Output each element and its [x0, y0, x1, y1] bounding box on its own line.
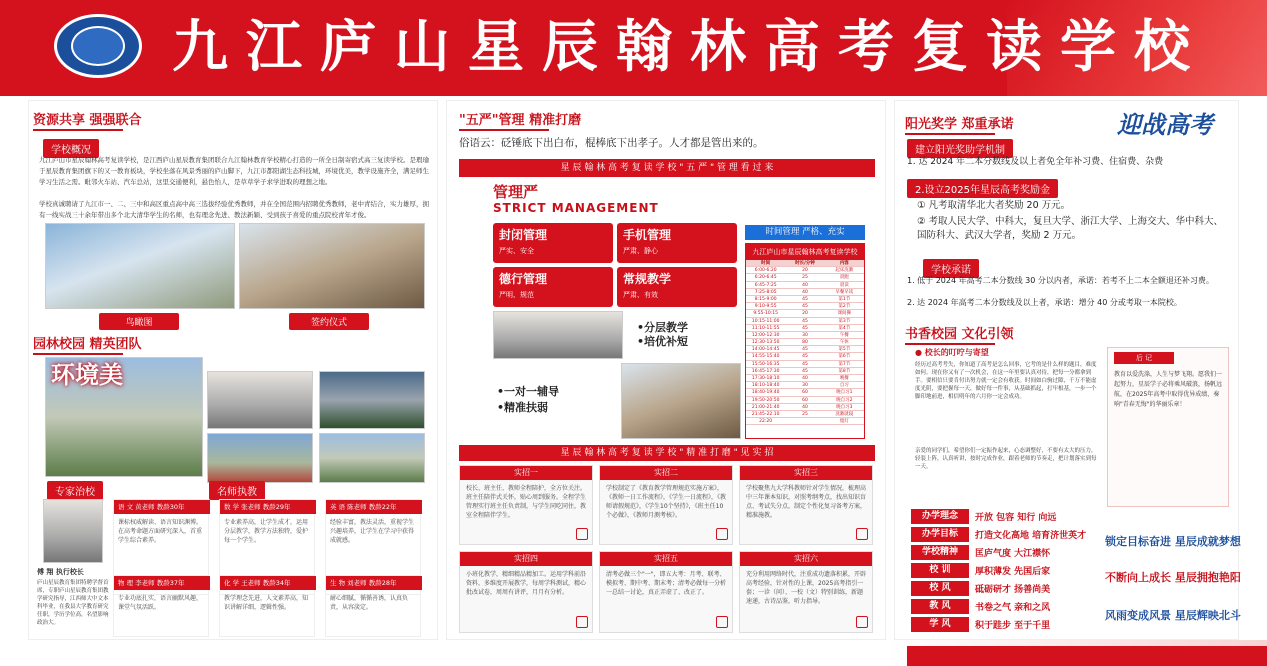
- timetable-body: [746, 260, 864, 425]
- teacher-body: 经验丰富，教法灵活，重视学生兴趣培养，让学生在学习中获得成就感。: [330, 519, 415, 544]
- postscript-box: [1107, 347, 1229, 507]
- motto-key: 校 风: [911, 581, 969, 596]
- timetable-cell: 45: [802, 325, 808, 331]
- time-banner: 时间管理 严格、充实: [745, 225, 865, 240]
- slogan-1: 锁定目标奋进 星辰成就梦想: [1105, 535, 1241, 548]
- timetable-cell: 第4节: [838, 325, 851, 331]
- tile-sub: 严肃、静心: [623, 247, 658, 255]
- right-section1-title: 阳光奖学 郑重承诺: [905, 113, 1014, 132]
- logo-inner: [71, 26, 125, 66]
- left-section2-title: 园林校园 精英团队: [33, 333, 142, 352]
- letter-body: 经历过高考考失，你知道了高考是怎么回事，它考的是什么样的题目，难度如何。现在你又有了一次机会，在这一年里要认真对待，把每一分都拿到手。要相信只要肯付出努力就一定会有收获。时间如白驹过隙，千万不能虚度光阴，要把握每一天，做好每一件事，从基础抓起，打牢根基，一步一个脚印地前进，相信明年的六月你一定会成功。: [915, 362, 1097, 400]
- teacher-card-6: [325, 575, 421, 637]
- tile-conduct-management: [493, 267, 613, 307]
- teacher-card-4: [113, 575, 209, 637]
- timetable-row: [746, 339, 864, 346]
- promise-1: 1. 低于 2024 年高考二本分数线 30 分以内者，承诺：若考不上二本全额退还补习费。: [907, 276, 1214, 285]
- timetable-row: [746, 303, 864, 310]
- timetable-cell: 18:40-19:40: [751, 390, 780, 396]
- tile-title: 手机管理: [623, 228, 672, 242]
- promise-2: 2. 达 2024 年高考二本分数线及以上者，承诺：增分 40 分或考取一本院校。: [907, 298, 1182, 307]
- teacher-head: 生 物 刘老师 教龄28年: [326, 576, 422, 590]
- timetable-cell: 12:30-13:50: [751, 340, 780, 346]
- timetable-cell: 45: [802, 304, 808, 310]
- timetable-header-row: [746, 260, 864, 267]
- measure-body: 小班化教学，精细精品精加工。运用学科前沿资料，多维度开展教学，每周学科测试，精心批改试卷，周周有讲评，月月有分析。: [466, 571, 587, 596]
- timetable-cell: 课间操: [837, 311, 852, 317]
- timetable-cell: 10:15-11:00: [751, 318, 780, 324]
- measure-title: 实招二: [600, 466, 732, 480]
- timetable-cell: 时间: [761, 261, 771, 266]
- timetable-cell: 80: [802, 340, 808, 346]
- timetable-cell: 6:00-6:20: [754, 268, 777, 274]
- measure-title: 实招一: [460, 466, 592, 480]
- timetable-cell: 25: [802, 275, 808, 281]
- timetable-cell: 22:20: [759, 419, 773, 425]
- timetable-cell: 45: [802, 354, 808, 360]
- teacher-body: 教学理念先进，人文素养高，知识讲解详细，逻辑性强。: [224, 595, 309, 611]
- timetable-cell: 18:10-18:40: [751, 383, 780, 389]
- strict-title-en: STRICT MANAGEMENT: [493, 201, 659, 215]
- environment-banner: 环境美: [51, 360, 123, 389]
- timetable-row: [746, 389, 864, 396]
- timetable-cell: 30: [802, 383, 808, 389]
- motto-value: 开放 包容 知行 向远: [975, 513, 1057, 523]
- timetable-cell: 第6节: [838, 354, 851, 360]
- classroom-photo-1: [493, 311, 623, 359]
- motto-key: 学 风: [911, 617, 969, 632]
- award-2: ② 考取人民大学、中科大，复旦大学、浙江大学、上海交大、华中科大、国防科大、武汉大学者，奖励 2 万元。: [917, 216, 1224, 241]
- motto-key: 办学目标: [911, 527, 969, 542]
- footer-red-strip: [907, 646, 1267, 666]
- strict-title-cn: 管理严: [493, 183, 539, 201]
- timetable-cell: 45: [802, 368, 808, 374]
- timetable-cell: [785, 418, 824, 424]
- timetable-row: [746, 346, 864, 353]
- motto-row-5: [911, 581, 1050, 596]
- doc-icon: [716, 616, 728, 628]
- school-intro: 九江庐山市星辰翰林高考复读学校，是江西庐山星辰教育集团联合九江翰林教育学校精心打造的一所全日制寄宿式高三复读学校。是瑕瑜于星辰教育集团旗下的又一教育板块，学校坐落在风景秀丽的庐山脚下，九江市都阳湖生态科技城，环境优美，教学设施齐全，满足师生学习生活之需。毗邻火车站、汽车总站，这里交通便利，悬色怡人，是草草学子求学进取的理想之地。: [39, 156, 429, 186]
- measure-body: 充分利用网络时代，注重成功遗落积累，开辟高考经验，针对性的上课，2025高考指引一套；一诊（问）、一校（文）特别训练，新题速递，古诗品鉴，听力指导。: [746, 571, 867, 605]
- timetable-cell: 19:50-20:50: [751, 397, 780, 403]
- timetable-title: 九江庐山市星辰翰林高考复读学校: [746, 244, 864, 260]
- timetable-row: [746, 397, 864, 404]
- tile-sub: 严明、规范: [499, 291, 534, 299]
- timetable-row: [746, 274, 864, 281]
- school-intro-2: 学校真诚聘请了九江市一、二、三中和高区重点高中高三选拔经验优秀教师，并在全国范围内招聘优秀教师，老中青结合，实力雄厚，拥有一线实战三十余年带出多个北大清华学生的名师，也有理念先进、教法新颖、受到孩子喜爱的重点院校青年才俊。: [39, 200, 429, 219]
- timetable-cell: 自习: [839, 383, 849, 389]
- expert-tag: 专家治校: [47, 481, 103, 500]
- timetable-cell: 60: [802, 390, 808, 396]
- teacher-body: 专业功底扎实，语言幽默风趣，课堂气氛活跃。: [118, 595, 203, 611]
- motto-row-3: [911, 545, 1050, 560]
- page-title: 九江庐山星辰翰林高考复读学校: [172, 14, 1208, 80]
- timetable-cell: 起床洗漱: [835, 268, 854, 274]
- letter-body-2: 亲爱的同学们，希望你们一定振作起来，心态调整好，不要有太大的压力，轻装上阵，认真听讲，按时完成作业，跟着老师的节奏走，把计划落实到每一天。: [915, 448, 1097, 470]
- bullet-layered: •分层教学: [637, 321, 689, 334]
- promise-tag: 学校承诺: [923, 259, 979, 278]
- signing-photo: [239, 223, 425, 309]
- tile-sub: 严实、安全: [499, 247, 534, 255]
- tile-title: 德行管理: [499, 272, 548, 286]
- scholarship-tag: 建立阳光奖助学机制: [907, 139, 1013, 158]
- timetable-cell: 午休: [839, 340, 849, 346]
- timetable-cell: 晚自习1: [836, 390, 853, 396]
- bullet-support: •精准扶弱: [497, 401, 549, 414]
- timetable-row: [746, 310, 864, 317]
- teacher-head: 物 理 李老师 教龄37年: [114, 576, 210, 590]
- timetable-row: [746, 361, 864, 368]
- timetable-cell: 第7节: [838, 361, 851, 367]
- measure-card-6: [739, 551, 873, 633]
- timetable-cell: 早餐早读: [835, 289, 854, 295]
- teacher-head: 英 语 陈老师 教龄22年: [326, 500, 422, 514]
- timetable-row: [746, 418, 864, 425]
- doc-icon: [856, 528, 868, 540]
- measure-body: 学校制定了《教育教学管理规范实施方案》，《教师一日工作流程》，《学生一日流程》，《教师请假规范》，《学生10个坚持》，《班主任10个必做》，《教师月测考核》。: [606, 485, 727, 519]
- timetable-cell: 14:55-15:40: [751, 354, 780, 360]
- tile-title: 封闭管理: [499, 228, 548, 242]
- teacher-body: 课标权威解读、语言知识渊博。在高考命题方面研究深入，首重学生综合素养。: [118, 519, 203, 544]
- timetable-cell: 第3节: [838, 318, 851, 324]
- teacher-head: 语 文 黄老师 教龄30年: [114, 500, 210, 514]
- timetable-cell: 45: [802, 361, 808, 367]
- bullet-enhance: •培优补短: [637, 335, 689, 348]
- award-tag: 2.设立2025年星辰高考奖励金: [907, 179, 1058, 198]
- measure-card-2: [599, 465, 733, 545]
- tile-title: 常规教学: [623, 272, 672, 286]
- motto-row-4: [911, 563, 1050, 578]
- middle-section-title: "五严"管理 精准打磨: [459, 109, 581, 128]
- measure-body: 清考必做三个"一"，即五大考：月考、联考、模拟考、期中考、期末考；清考必做每一分析一总结一讨论，真正弄虚了、改正了。: [606, 571, 727, 596]
- timetable-row: [746, 325, 864, 332]
- right-panel: [894, 100, 1239, 640]
- timetable-row: [746, 353, 864, 360]
- timetable-cell: 16:45-17:30: [751, 368, 780, 374]
- doc-icon: [856, 616, 868, 628]
- timetable-cell: 9:10-9:55: [754, 304, 777, 310]
- tile-sub: 严肃、有效: [623, 291, 658, 299]
- principal-photo: [43, 499, 103, 563]
- signing-caption: 签约仪式: [289, 313, 369, 330]
- teacher-head: 化 学 王老师 教龄34年: [220, 576, 316, 590]
- timetable-cell: 洗漱就寝: [835, 411, 854, 417]
- timetable-cell: 6:20-6:45: [754, 275, 777, 281]
- school-logo: [54, 14, 142, 78]
- motto-row-2: [911, 527, 1086, 542]
- timetable-cell: 45: [802, 347, 808, 353]
- bullet-one-on-one: •一对一辅导: [497, 385, 560, 398]
- motto-value: 匡庐气度 大江襟怀: [975, 549, 1051, 559]
- motto-value: 积于跬步 至于千里: [975, 621, 1051, 631]
- aerial-photo: [45, 223, 235, 309]
- principal-bio: 庐山星辰教育集团特聘学督首席，专职庐山星辰教育集团教学研究指导，江西师大中文本科毕业，在我县大学教育研究任职，学历学位高，名望影响政治大。: [37, 580, 109, 626]
- timetable-cell: 21:45-22:10: [751, 411, 780, 417]
- timetable-row: [746, 282, 864, 289]
- measure-body: 学校聚焦九大学科教师针对学生情况，梳理高中三年课本知识，对照考纲考点，找出知识盲点、考试失分点，制定个性化复习备考方案，精准施教。: [746, 485, 867, 519]
- timetable-cell: 第1节: [838, 296, 851, 302]
- timetable-cell: 午餐: [839, 332, 849, 338]
- slogan-2: 不断向上成长 星辰拥抱艳阳: [1105, 571, 1241, 584]
- timetable-cell: 晚餐: [839, 376, 849, 381]
- five-strict-banner: 星 辰 翰 林 高 考 复 读 学 校 " 五 严 " 管 理 看 过 来: [459, 159, 875, 177]
- principal-name: 傅 翔 执行校长: [37, 568, 84, 576]
- timetable-row: [746, 375, 864, 382]
- timetable-cell: 第2节: [838, 304, 851, 310]
- timetable-cell: 20: [802, 311, 808, 317]
- timetable-cell: 45: [802, 296, 808, 302]
- motto-row-6: [911, 599, 1050, 614]
- scholarship-item: 1. 达 2024 年二本分数线及以上者免全年补习费、住宿费、杂费: [907, 157, 1164, 167]
- award-1: ① 凡考取清华北大者奖励 20 万元。: [917, 200, 1071, 211]
- tile-routine-teaching: [617, 267, 737, 307]
- timetable-cell: 30: [802, 332, 808, 338]
- timetable-row: [746, 332, 864, 339]
- timetable-cell: 12:00-12:30: [751, 332, 780, 338]
- measure-body: 校长、班主任、教师全程陪护，全方位关注。班主任陪伴式关怀，贴心周到服务。全程学生管理实行班主任负责制，与学生同吃同住，教室全程陪伴学生。: [466, 485, 587, 519]
- motto-key: 教 风: [911, 599, 969, 614]
- timetable-cell: 第8节: [838, 368, 851, 374]
- timetable-cell: 17:30-18:10: [751, 376, 780, 381]
- timetable-cell: 60: [802, 397, 808, 403]
- timetable-cell: 45: [802, 318, 808, 324]
- timetable-cell: 熄灯: [839, 419, 849, 425]
- postscript-title: 后 记: [1114, 352, 1174, 364]
- timetable-cell: 7:25-8:05: [754, 289, 777, 295]
- timetable-row: [746, 289, 864, 296]
- timetable-cell: 21:00-21:40: [751, 404, 780, 410]
- motto-value: 厚积薄发 先国后家: [975, 567, 1051, 577]
- timetable-row: [746, 382, 864, 389]
- slogan-3: 风雨变成风景 星辰辉映北斗: [1105, 609, 1241, 622]
- timetable-cell: 40: [802, 282, 808, 288]
- timetable: [745, 243, 865, 439]
- motto-key: 学校精神: [911, 545, 969, 560]
- slogan-art: 迎战高考: [1117, 110, 1213, 139]
- header-band: [0, 0, 1267, 96]
- timetable-cell: 8:15-9:00: [754, 296, 777, 302]
- timetable-cell: 第5节: [838, 347, 851, 353]
- campus-photo-3: [319, 371, 425, 429]
- letter-title: ● 校长的叮咛与寄望: [915, 348, 989, 357]
- timetable-row: [746, 267, 864, 274]
- measure-card-5: [599, 551, 733, 633]
- teacher-card-5: [219, 575, 315, 637]
- postscript-body: 教育以爱洗涤，人生与梦飞翔。愿我们一起努力，星辰学子必将乘风破浪，扬帆远航，在2025年高考中取得优异成绩，奏响"青春无悔"的华丽乐章！: [1114, 371, 1223, 408]
- timetable-cell: 晨读: [839, 282, 849, 288]
- campus-photo-4: [207, 433, 313, 483]
- timetable-cell: 25: [802, 411, 808, 417]
- motto-row-1: [911, 509, 1056, 524]
- measure-title: 实招五: [600, 552, 732, 566]
- aerial-caption: 鸟瞰图: [99, 313, 179, 330]
- measure-card-3: [739, 465, 873, 545]
- motto-value: 打造文化高地 培育济世英才: [975, 531, 1087, 541]
- teachers-tag: 名师执教: [209, 481, 265, 500]
- campus-photo-2: [207, 371, 313, 429]
- motto-key: 校 训: [911, 563, 969, 578]
- timetable-cell: 14:00-14:45: [751, 347, 780, 353]
- timetable-cell: 15:50-16:35: [751, 361, 780, 367]
- motto-row-7: [911, 617, 1050, 632]
- footer-band: [0, 640, 1267, 666]
- teacher-body: 耐心细腻，循循善诱，认真负责，从容淡定。: [330, 595, 409, 611]
- doc-icon: [576, 528, 588, 540]
- timetable-row: [746, 404, 864, 411]
- middle-panel: [446, 100, 886, 640]
- timetable-cell: 9:55-10:15: [753, 311, 779, 317]
- doc-icon: [716, 528, 728, 540]
- campus-photo-5: [319, 433, 425, 483]
- timetable-cell: 40: [802, 376, 808, 381]
- measure-title: 实招三: [740, 466, 872, 480]
- timetable-cell: 20: [802, 268, 808, 274]
- measure-card-1: [459, 465, 593, 545]
- timetable-cell: 11:10-11:55: [751, 325, 780, 331]
- left-section1-title: 资源共享 强强联合: [33, 109, 142, 128]
- right-section2-title: 书香校园 文化引领: [905, 323, 1014, 342]
- timetable-row: [746, 296, 864, 303]
- measure-title: 实招六: [740, 552, 872, 566]
- motto-key: 办学理念: [911, 509, 969, 524]
- tile-phone-management: [617, 223, 737, 263]
- timetable-cell: 晚自习2: [836, 397, 853, 403]
- motto-value: 书卷之气 亲和之风: [975, 603, 1051, 613]
- timetable-cell: 40: [802, 404, 808, 410]
- teacher-body: 专业素养高，让学生成才，运用分层教学，教学方法独特，爱护每一个学生。: [224, 519, 309, 544]
- timetable-row: [746, 411, 864, 418]
- timetable-cell: 6:45-7:25: [754, 282, 777, 288]
- precision-banner: 星 辰 翰 林 高 考 复 读 学 校 " 精 准 打 磨 " 见 实 招: [459, 445, 875, 461]
- measure-title: 实招四: [460, 552, 592, 566]
- timetable-cell: 时长/分钟: [795, 261, 815, 266]
- classroom-photo-2: [621, 363, 741, 439]
- school-overview-tag: 学校概况: [43, 139, 99, 158]
- timetable-cell: 40: [802, 289, 808, 295]
- timetable-cell: 内容: [839, 261, 849, 266]
- timetable-cell: 晨跑: [839, 275, 849, 281]
- proverb-text: 俗语云：砭锤底下出白布，棍棒底下出孝子。人才都是管出来的。: [459, 137, 764, 149]
- timetable-row: [746, 318, 864, 325]
- measure-card-4: [459, 551, 593, 633]
- motto-value: 砥砺研才 扬善尚美: [975, 585, 1051, 595]
- tile-closed-management: [493, 223, 613, 263]
- doc-icon: [576, 616, 588, 628]
- timetable-cell: 晚自习3: [836, 404, 853, 410]
- teacher-head: 数 学 张老师 教龄29年: [220, 500, 316, 514]
- left-panel: [28, 100, 438, 640]
- timetable-row: [746, 368, 864, 375]
